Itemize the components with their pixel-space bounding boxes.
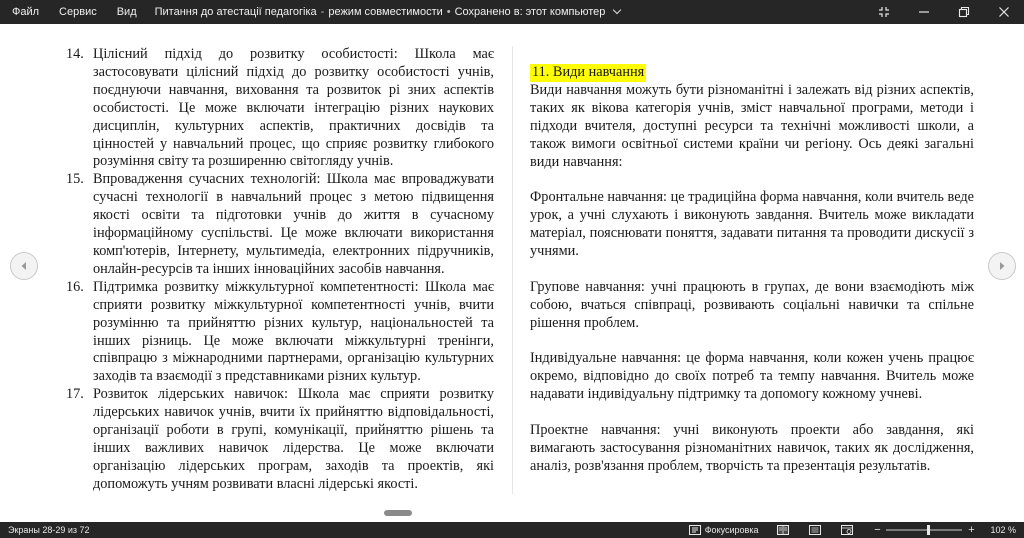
screen-counter: Экраны 28-29 из 72 (8, 525, 90, 535)
close-icon (998, 6, 1010, 18)
collapse-arrows-icon (878, 6, 890, 18)
arrow-right-icon (997, 261, 1007, 271)
list-item (66, 46, 494, 171)
compatibility-mode: режим совместимости (328, 6, 443, 18)
exit-fullscreen-button[interactable] (864, 0, 904, 24)
book-icon (777, 525, 789, 535)
section-heading-row (530, 64, 974, 82)
save-status: Сохранено в: этот компьютер (454, 6, 606, 18)
minimize-button[interactable] (904, 0, 944, 24)
zoom-track (886, 529, 962, 531)
paragraph-frontal: Фронтальне навчання: це традиційна форма навчання, коли вчитель веде урок, а учні слухають і виконують завдання. Вчитель може викладати матеріал, пояснювати поняття, задавати питання та проводити дискусії з учнями. (530, 189, 974, 260)
arrow-left-icon (19, 261, 29, 271)
web-layout-button[interactable] (840, 524, 854, 536)
left-page (66, 46, 494, 494)
close-button[interactable] (984, 0, 1024, 24)
section-heading: 11. Види навчання (532, 64, 645, 80)
previous-page-button[interactable] (10, 252, 38, 280)
right-page (530, 64, 974, 476)
paragraph-project: Проектне навчання: учні виконують проекти або завдання, які вимагають застосування різноманітних навичок, таких як дослідження, аналіз, розв'язання проблем, творчість та презентація результатів. (530, 422, 974, 474)
document-name: Питання до атестації педагогіка (154, 6, 317, 18)
title-dot: • (446, 6, 451, 18)
zoom-out-button[interactable]: − (874, 524, 881, 536)
menu-file[interactable]: Файл (12, 6, 40, 18)
paragraph-group: Групове навчання: учні працюють в групах, де вони взаємодіють між собою, вчаться співпраці, розвивають соціальні навички та спільне рішення проблем. (530, 278, 974, 331)
zoom-level[interactable]: 102 % (990, 525, 1016, 535)
list-number: 14. (66, 46, 84, 62)
list-number: 17. (66, 386, 84, 403)
status-bar (0, 522, 1024, 538)
list-text: Впровадження сучасних технологій: Школа має впроваджувати сучасні технології в навчальний процес з метою підвищення якості освіти та підготовки учнів до життя в сучасному інформаційному суспільстві. Це може включати використання комп'ютерів, Інтернету, мультимедіа, електронних підручників, онлайн-ресурсів та інших інноваційних засобів навчання. (93, 171, 494, 277)
paragraph-individual: Індивідуальне навчання: це форма навчання, коли кожен учень працює окремо, відповідно до своїх потреб та темпу навчання. Вчитель може надавати індивідуальну підтримку та допомогу кожному учневі. (530, 350, 974, 403)
title-separator: - (320, 6, 325, 18)
print-layout-button[interactable] (808, 524, 822, 536)
focus-button[interactable] (689, 525, 759, 535)
chevron-down-icon[interactable] (613, 7, 623, 17)
restore-icon (958, 6, 970, 18)
list-number: 16. (66, 278, 84, 295)
paragraph-intro: Види навчання можуть бути різноманітні і залежать від різних аспектів, таких як вікова категорія учнів, зміст навчальної програми, методи і підходи вчителя, доступні ресурси та технічні можливості школи, а також вимоги освітньої системи країни чи регіону. Ось деякі загальні види навчання: (530, 81, 974, 170)
next-page-button[interactable] (988, 252, 1016, 280)
status-controls (689, 522, 1024, 538)
zoom-in-button[interactable]: + (968, 524, 975, 536)
list-text: Розвиток лідерських навичок: Школа має сприяти розвитку лідерських навичок учнів, вчити їх прийняттю відповідальності, організації роботи в групі, комунікації, прийняттю рішень та інших важливих навичок лідерства. Це може включати організацію лідерських програм, заходів та проектів, які допоможуть учням розвивати власні лідерські якості. (93, 386, 494, 492)
list-item (66, 279, 494, 386)
document-title[interactable] (155, 0, 624, 24)
focus-label: Фокусировка (704, 525, 759, 535)
reading-area (0, 24, 1024, 514)
focus-icon (689, 525, 701, 535)
list-item (66, 171, 494, 278)
window-controls (864, 0, 1024, 24)
list-item (66, 386, 494, 493)
page-icon (809, 525, 821, 535)
horizontal-scroll-handle[interactable] (384, 510, 412, 516)
zoom-thumb[interactable] (927, 525, 930, 535)
zoom-slider[interactable] (886, 522, 962, 538)
minimize-icon (918, 6, 930, 18)
list-text: Підтримка розвитку міжкультурної компетентності: Школа має сприяти розвитку міжкультурної компетентності учнів, вчити розумінню та прийняттю різних культур, національностей та інших різниць. Це може включати міжкультурні тренінги, співпрацю з міжнародними партнерами, організацію культурних заходів та взаємодії з представниками різних культур. (93, 278, 494, 385)
read-mode-button[interactable] (776, 524, 790, 536)
list-number: 15. (66, 171, 84, 188)
restore-button[interactable] (944, 0, 984, 24)
menu-tools[interactable]: Сервис (59, 6, 97, 18)
page-divider (512, 46, 513, 494)
list-text: Цілісний підхід до розвитку особистості: Школа має застосовувати цілісний підхід до розвитку особистості учнів, поєднуючи навчання, виховання та розвиток рі зних аспектів особистості. Це може включати інтеграцію різних наукових дисциплін, культурних аспектів, практичних досвідів та цінностей у навчальний процес, що сприяє розвитку глибокого розуміння світу та розширенню світогляду учнів. (93, 46, 494, 170)
web-layout-icon (841, 525, 853, 535)
menu-view[interactable]: Вид (116, 6, 137, 18)
title-bar (0, 0, 1024, 24)
